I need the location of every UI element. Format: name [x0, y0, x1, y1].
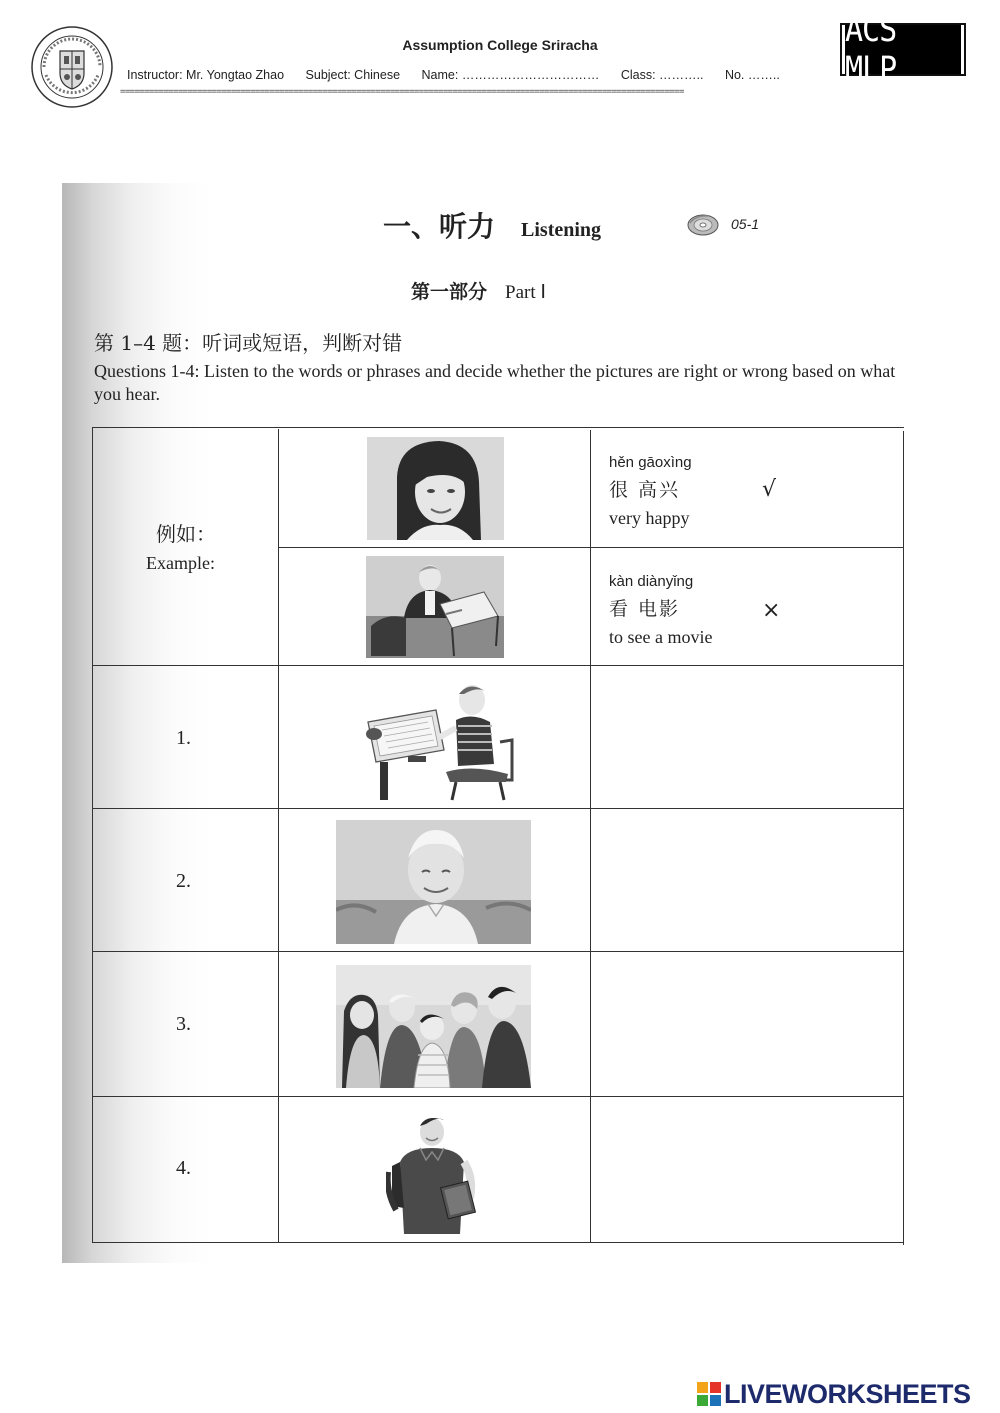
question-number: 2.: [176, 870, 191, 892]
example-label-cn: 例如：: [156, 522, 216, 546]
table-border: [92, 1096, 904, 1097]
table-border: [92, 427, 93, 1243]
table-border: [92, 808, 904, 809]
question-number: 3.: [176, 1013, 191, 1035]
part-heading: [411, 277, 546, 304]
instruction-cn: 第 1–4 题：听词或短语，判断对错: [94, 331, 403, 355]
liveworksheets-badge-icon: [697, 1382, 721, 1406]
example-1-pinyin: hěn gāoxìng: [609, 454, 692, 471]
section-title-en: Listening: [521, 219, 602, 241]
table-border: [278, 547, 904, 548]
name-field: Name: ……………………………: [421, 68, 600, 82]
table-border: [92, 665, 904, 666]
example-1-english: very happy: [609, 508, 690, 528]
number-field: No. ……..: [724, 68, 780, 82]
table-border: [92, 951, 904, 952]
wrong-mark: ×: [762, 598, 781, 623]
example-answer-1: [609, 454, 692, 529]
example-1-hanzi: 很 高兴: [609, 479, 681, 501]
table-border: [903, 431, 904, 1245]
subject-label: Subject: Chinese: [305, 68, 401, 82]
instructor-label: Instructor: Mr. Yongtao Zhao: [127, 68, 285, 82]
acs-mlp-badge: [840, 9, 966, 90]
question-1-picture-child-at-desk: [360, 680, 516, 802]
table-border: [278, 429, 279, 1243]
audio-track-number: 05-1: [731, 216, 760, 232]
school-name: Assumption College Sriracha: [402, 37, 598, 53]
question-number: 1.: [176, 727, 191, 749]
question-number: 4.: [176, 1157, 191, 1179]
liveworksheets-logo: [697, 1377, 971, 1411]
example-label-en: Example:: [146, 553, 215, 573]
section-title: [383, 205, 601, 245]
question-3-picture-family: [336, 965, 531, 1088]
question-2-picture-elderly-man: [336, 820, 531, 944]
table-border: [590, 430, 591, 1243]
example-picture-smiling-woman: [367, 437, 504, 540]
part-heading-cn: 第一部分: [411, 281, 488, 303]
instruction-en: Questions 1-4: Listen to the words or phrases and decide whether the pictures are right or wrong based on what you hear.: [94, 361, 896, 404]
acs-mlp-text: ACS MLP: [845, 25, 961, 74]
example-2-hanzi: 看 电影: [609, 598, 681, 620]
table-border: [92, 1242, 904, 1243]
section-title-cn: 一、听力: [383, 210, 496, 243]
example-picture-man-reading: [366, 556, 504, 658]
table-border: [92, 427, 904, 428]
liveworksheets-brand-text: LIVEWORKSHEETS: [724, 1378, 971, 1409]
example-2-english: to see a movie: [609, 627, 713, 647]
header-divider: =====================================================================================================================: [120, 87, 684, 97]
example-label: [146, 518, 216, 574]
example-answer-2: [609, 573, 712, 648]
correct-mark: √: [762, 477, 777, 502]
student-info-line: [127, 68, 798, 82]
example-2-pinyin: kàn diànyǐng: [609, 573, 694, 590]
audio-cd-icon: [686, 211, 720, 237]
question-4-picture-student: [386, 1112, 478, 1234]
part-heading-en: Part Ⅰ: [505, 282, 546, 303]
class-field: Class: ………..: [620, 68, 704, 82]
